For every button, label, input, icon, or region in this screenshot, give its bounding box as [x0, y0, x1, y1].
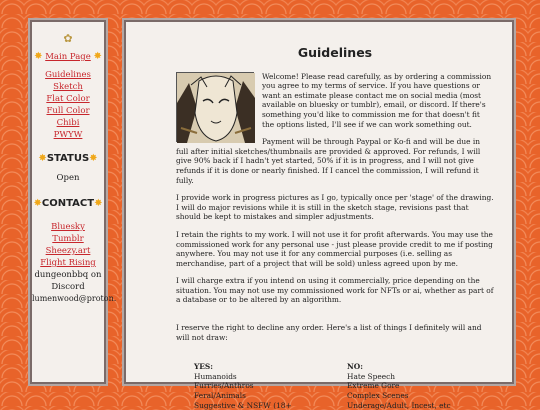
commercial-paragraph: I will charge extra if you intend on using it commercially, price depending on the situation. You may not use my commissioned work for NFTs or ai, whether as part of a database or to be altered by an algorithm. [176, 276, 494, 305]
progress-paragraph: I provide work in progress pictures as I go, typically once per 'stage' of the drawing. I will do major revisions while it is still in the sketch stage, revisions past that should be kept to mistakes and simpler adjustments. [176, 193, 494, 222]
no-title: NO: [347, 362, 363, 372]
list-item: Underage/Adult, Incest, etc [347, 400, 451, 410]
decline-paragraph: I reserve the right to decline any order. Here's a list of things I definitely will and will not draw: [176, 323, 482, 342]
status-value: Open [56, 173, 80, 183]
star-icon: ✸ [93, 51, 102, 62]
email-address: lumenwood@proton. [32, 294, 117, 303]
list-item: Complex Scenes [347, 391, 409, 401]
list-item: Suggestive & NSFW (18+ [194, 400, 292, 410]
main-page-link[interactable]: Main Page [45, 52, 91, 62]
nav-link-full-color[interactable]: Full Color [46, 106, 90, 116]
contact-link-tumblr[interactable]: Tumblr [52, 234, 84, 244]
will-draw-lists [176, 362, 494, 410]
intro-paragraph: Welcome! Please read carefully, as by ordering a commission you agree to my terms of service. If you have questions or want an estimate please contact me on social media (most available on bluesky or tumblr), email, or discord. If there's something you'd like to commission me for that doesn't fit the options listed, I'll see if we can work something out. [262, 71, 492, 129]
list-item: Extreme Gore [347, 381, 400, 391]
contact-link-flight-rising[interactable]: Flight Rising [40, 258, 96, 268]
contact-heading: ✸CONTACT✸ [33, 198, 103, 209]
page-title: Guidelines [297, 45, 373, 60]
yes-list [176, 362, 341, 410]
yes-title: YES: [194, 362, 213, 372]
nav-link-chibi[interactable]: Chibi [56, 118, 80, 128]
nav-link-sketch[interactable]: Sketch [53, 82, 83, 92]
list-item: Furries/Anthros [194, 381, 254, 391]
discord-label: Discord [51, 282, 85, 292]
payment-paragraph: Payment will be through Paypal or Ko-fi and will be due in full after initial sketches/thumbnails are provided & approved. For refunds, I will give 90% back if I hadn't yet started, 50% if it is in progress, and I will not give refunds if it is done or nearly finished. If I cancel the commission, I will refund it fully. [176, 137, 481, 185]
star-icon: ✸ [89, 153, 98, 164]
star-icon: ✸ [33, 198, 42, 209]
star-icon: ✸ [38, 153, 47, 164]
star-icon: ✸ [94, 198, 103, 209]
nav-link-pwyw[interactable]: PWYW [53, 130, 83, 140]
contact-link-sheezy[interactable]: Sheezy.art [45, 246, 91, 256]
main-content [124, 20, 514, 410]
contact-link-bluesky[interactable]: Bluesky [51, 222, 85, 232]
paw-icon: ✿ [63, 32, 73, 45]
list-item: Feral/Animals [194, 391, 246, 401]
nav-link-guidelines[interactable]: Guidelines [45, 70, 91, 80]
rights-paragraph: I retain the rights to my work. I will not use it for profit afterwards. You may use the commissioned work for any personal use - just please provide credit to me if posting anywhere. You may not use it for any commercial purposes (i.e. selling as merchandise, part of a project that will be sold) unless agreed upon by me. [176, 229, 493, 268]
no-list [341, 362, 494, 410]
list-item: Hate Speech [347, 371, 395, 381]
sidebar [30, 20, 117, 384]
star-icon: ✸ [34, 51, 43, 62]
artwork-image [176, 72, 254, 142]
discord-username: dungeonbbq on [34, 270, 102, 280]
status-heading: ✸STATUS✸ [38, 153, 98, 164]
nav-link-flat-color[interactable]: Flat Color [46, 94, 90, 104]
list-item: Humanoids [194, 371, 237, 381]
